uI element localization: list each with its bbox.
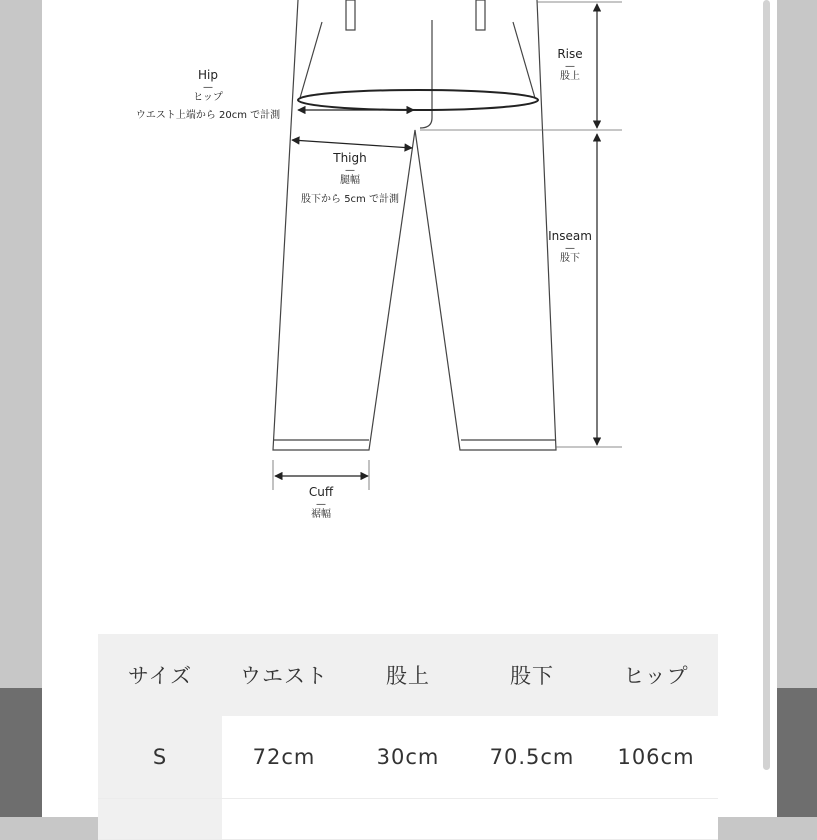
cell-inseam: 70.5cm bbox=[470, 716, 594, 799]
table-header-row bbox=[98, 634, 718, 716]
hip-label: Hip bbox=[198, 68, 218, 82]
cell-size bbox=[98, 799, 222, 840]
cuff-dash: — bbox=[316, 499, 326, 510]
cuff-label-jp: 裾幅 bbox=[311, 509, 331, 520]
hip-measure-ellipse bbox=[298, 90, 538, 110]
rise-label: Rise bbox=[557, 47, 583, 61]
inseam-label-jp: 股下 bbox=[560, 253, 580, 264]
cell-hip bbox=[594, 799, 718, 840]
header-waist: ウエスト bbox=[222, 634, 346, 716]
thigh-arrow bbox=[292, 140, 412, 148]
rise-label-jp: 股上 bbox=[560, 71, 580, 82]
inseam-dash: — bbox=[565, 243, 575, 254]
cell-inseam bbox=[470, 799, 594, 840]
cell-hip: 106cm bbox=[594, 716, 718, 799]
table-row bbox=[98, 799, 718, 840]
hip-label-jp: ヒップ bbox=[193, 92, 223, 103]
thigh-note: 股下から 5cm で計測 bbox=[301, 194, 399, 205]
header-size: サイズ bbox=[98, 634, 222, 716]
thigh-dash: — bbox=[345, 165, 355, 176]
cell-rise bbox=[346, 799, 470, 840]
table-row bbox=[98, 716, 718, 799]
rise-dash: — bbox=[565, 61, 575, 72]
thigh-label: Thigh bbox=[333, 151, 367, 165]
hip-dash: — bbox=[203, 82, 213, 93]
pants-outline bbox=[273, 0, 556, 450]
thigh-label-jp: 腿幅 bbox=[340, 175, 360, 186]
page-scrollbar[interactable] bbox=[763, 0, 770, 770]
cell-waist bbox=[222, 799, 346, 840]
hip-note: ウエスト上端から 20cm で計測 bbox=[135, 110, 281, 121]
size-chart-table bbox=[98, 634, 718, 840]
cell-rise: 30cm bbox=[346, 716, 470, 799]
cell-waist: 72cm bbox=[222, 716, 346, 799]
inseam-label: Inseam bbox=[548, 229, 592, 243]
cell-size: S bbox=[98, 716, 222, 799]
cuff-label: Cuff bbox=[308, 485, 334, 499]
header-hip: ヒップ bbox=[594, 634, 718, 716]
header-inseam: 股下 bbox=[470, 634, 594, 716]
header-rise: 股上 bbox=[346, 634, 470, 716]
